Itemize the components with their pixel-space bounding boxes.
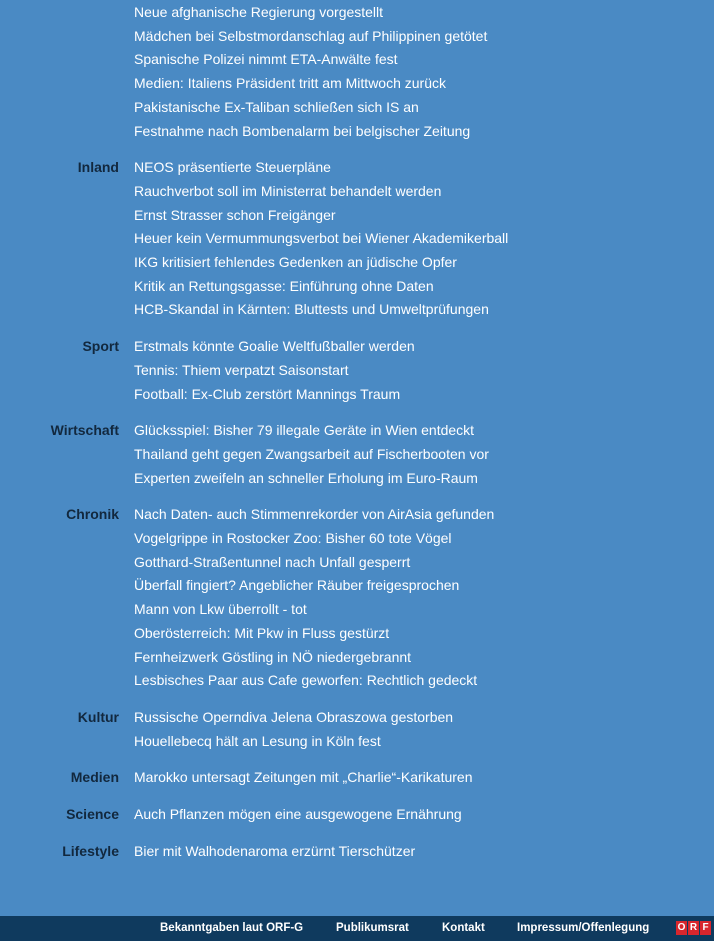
news-headline-link[interactable]: Vogelgrippe in Rostocker Zoo: Bisher 60 tote Vögel (134, 530, 452, 547)
news-section (0, 766, 714, 790)
section-items (134, 156, 714, 322)
news-headline-link[interactable]: Festnahme nach Bombenalarm bei belgischer Zeitung (134, 122, 471, 139)
section-label[interactable] (0, 1, 134, 143)
footer-link-impressum[interactable]: Impressum/Offenlegung (517, 922, 650, 934)
news-headline-link[interactable]: Tennis: Thiem verpatzt Saisonstart (134, 361, 349, 378)
news-headline-link[interactable]: Marokko untersagt Zeitungen mit „Charlie“-Karikaturen (134, 769, 473, 786)
section-label[interactable]: Wirtschaft (50, 422, 119, 439)
footer-link-bekanntgaben[interactable]: Bekanntgaben laut ORF-G (160, 922, 304, 934)
news-section (0, 706, 714, 753)
news-headline-link[interactable]: HCB-Skandal in Kärnten: Bluttests und Umweltprüfungen (134, 301, 489, 318)
footer-link-publikumsrat[interactable]: Publikumsrat (336, 922, 409, 934)
section-items (134, 706, 714, 753)
news-headline-link[interactable]: Nach Daten- auch Stimmenrekorder von AirAsia gefunden (134, 506, 495, 523)
orf-logo-letter: F (700, 921, 711, 935)
news-headline-link[interactable]: Kritik an Rettungsgasse: Einführung ohne Daten (134, 277, 434, 294)
news-headline-link[interactable]: Oberösterreich: Mit Pkw in Fluss gestürzt (134, 624, 390, 641)
section-label[interactable]: Medien (70, 769, 119, 786)
news-section (0, 503, 714, 693)
news-headline-link[interactable]: Glücksspiel: Bisher 79 illegale Geräte in Wien entdeckt (134, 422, 475, 439)
news-headline-link[interactable]: Mann von Lkw überrollt - tot (134, 601, 307, 618)
news-list (0, 1, 714, 877)
news-headline-link[interactable]: Medien: Italiens Präsident tritt am Mittwoch zurück (134, 75, 447, 92)
news-headline-link[interactable]: Russische Operndiva Jelena Obraszowa gestorben (134, 708, 454, 725)
section-items (134, 503, 714, 693)
news-headline-link[interactable]: Fernheizwerk Göstling in NÖ niedergebrannt (134, 648, 412, 665)
section-label[interactable]: Chronik (66, 506, 119, 523)
section-label[interactable]: Lifestyle (62, 842, 119, 859)
orf-logo-letter: O (677, 922, 686, 933)
news-headline-link[interactable]: Erstmals könnte Goalie Weltfußballer werden (134, 338, 415, 355)
news-headline-link[interactable]: Ernst Strasser schon Freigänger (134, 206, 336, 223)
news-headline-link[interactable]: Lesbisches Paar aus Cafe geworfen: Rechtlich gedeckt (134, 672, 478, 689)
section-label[interactable]: Inland (77, 159, 119, 176)
orf-logo[interactable] (676, 921, 711, 935)
news-headline-link[interactable]: Mädchen bei Selbstmordanschlag auf Philippinen getötet (134, 27, 488, 44)
news-section (0, 419, 714, 490)
news-headline-link[interactable]: Gotthard-Straßentunnel nach Unfall gesperrt (134, 553, 411, 570)
section-items (134, 766, 714, 790)
news-section (0, 1, 714, 143)
news-headline-link[interactable]: Houellebecq hält an Lesung in Köln fest (134, 732, 381, 749)
section-items (134, 803, 714, 827)
section-label[interactable]: Kultur (77, 708, 119, 725)
news-headline-link[interactable]: Neue afghanische Regierung vorgestellt (134, 4, 384, 20)
orf-logo-letter: R (689, 922, 698, 933)
news-headline-link[interactable]: Spanische Polizei nimmt ETA-Anwälte fest (134, 51, 398, 68)
section-items (134, 840, 714, 864)
news-section (0, 803, 714, 827)
news-section (0, 156, 714, 322)
news-headline-link[interactable]: Experten zweifeln an schneller Erholung im Euro-Raum (134, 469, 478, 486)
news-headline-link[interactable]: IKG kritisiert fehlendes Gedenken an jüdische Opfer (134, 254, 457, 271)
news-headline-link[interactable]: Football: Ex-Club zerstört Mannings Traum (134, 385, 401, 402)
news-headline-link[interactable]: Rauchverbot soll im Ministerrat behandelt werden (134, 182, 442, 199)
news-section (0, 840, 714, 864)
footer-link-kontakt[interactable]: Kontakt (442, 922, 485, 934)
news-headline-link[interactable]: Pakistanische Ex-Taliban schließen sich IS an (134, 98, 419, 115)
section-items (134, 335, 714, 406)
news-headline-link[interactable]: Thailand geht gegen Zwangsarbeit auf Fischerbooten vor (134, 445, 489, 462)
news-headline-link[interactable]: NEOS präsentierte Steuerpläne (134, 159, 331, 176)
section-items (134, 1, 714, 143)
news-headline-link[interactable]: Auch Pflanzen mögen eine ausgewogene Ernährung (134, 806, 462, 823)
section-label[interactable]: Science (66, 806, 119, 823)
footer (0, 916, 714, 941)
news-headline-link[interactable]: Überfall fingiert? Angeblicher Räuber freigesprochen (134, 577, 460, 594)
news-headline-link[interactable]: Bier mit Walhodenaroma erzürnt Tierschützer (134, 842, 416, 859)
news-headline-link[interactable]: Heuer kein Vermummungsverbot bei Wiener Akademikerball (134, 230, 509, 247)
news-section (0, 335, 714, 406)
section-label[interactable]: Sport (82, 338, 119, 355)
section-items (134, 419, 714, 490)
